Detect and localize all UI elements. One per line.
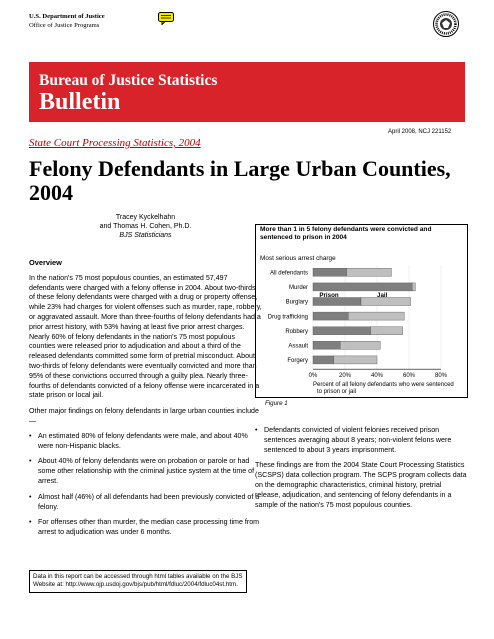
bar-jail <box>412 283 415 291</box>
authors-block <box>29 213 262 240</box>
bar-prison <box>313 312 348 320</box>
bar-prison <box>313 283 412 291</box>
bar-prison <box>313 356 334 364</box>
author-line-1: Tracey Kyckelhahn <box>115 214 176 221</box>
author-line-2: and Thomas H. Cohen, Ph.D. <box>99 223 192 230</box>
x-tick-label: 0% <box>308 373 318 380</box>
legend-prison: Prison <box>319 291 339 299</box>
author-role: BJS Statisticians <box>119 232 172 239</box>
banner-bulletin-title: Bulletin <box>39 89 121 115</box>
category-label: Drug trafficking <box>267 314 308 321</box>
stacked-bar-chart <box>256 252 465 398</box>
overview-paragraph-1: In the nation's 75 most populous counties, an estimated 57,497 defendants were charged with a felony offense in 2004. About two-thirds of these felony defendants were charged with a drug or property offense, while 23% had charges for violent offenses such as murder, rape, robbery, or aggravated assault. More than three-fourths of felony defendants had a prior arrest history, with 53% having at least five prior arrest charges. Nearly 60% of felony defendants in the nation's 75 most populous counties were released prior to adjudication and about a third of the released defendants committed some form of pretrial misconduct. About two-thirds of felony defendants were eventually convicted and more than 95% of these convictions occurred through a guilty plea. Nearly three-fourths of defendants convicted of a felony offense were incarcerated in a state prison or local jail. <box>29 273 262 400</box>
list-item: • Defendants convicted of violent felonies received prison sentences averaging about 8 years; non-violent felons were sentenced to about 3 years imprisonment. <box>255 426 452 454</box>
category-label: Burglary <box>285 299 308 306</box>
right-list <box>255 426 467 455</box>
bar-jail <box>340 341 380 349</box>
bullet-icon: • <box>29 431 32 440</box>
series-title-link[interactable]: State Court Processing Statistics, 2004 <box>29 137 201 149</box>
x-tick-label: 80% <box>434 373 448 380</box>
x-tick-label: 60% <box>402 373 416 380</box>
office-name: Office of Justice Programs <box>29 22 100 29</box>
right-column <box>255 426 467 516</box>
bar-prison <box>313 268 347 276</box>
bar-jail <box>347 268 392 276</box>
right-paragraph: These findings are from the 2004 State Court Processing Statistics (SCSPS) data collection program. The SCPS program collects data on the demographic characteristics, criminal history, pretrial release, adjudication, and sentencing of felony defendants in a sample of the nation's 75 most populous counties. <box>255 461 467 509</box>
data-access-note: Data in this report can be accessed through html tables available on the BJS Website at: http://www.ojp.usdoj.gov/bjs/pub/html/fdluc/2004/fdluc04st.htm. <box>29 570 247 593</box>
bullet-icon: • <box>29 457 32 466</box>
report-title: Felony Defendants in Large Urban Counties, 2004 <box>29 156 451 205</box>
x-tick-label: 40% <box>370 373 384 380</box>
x-tick-label: 20% <box>338 373 352 380</box>
x-axis-label: to prison or jail <box>317 389 357 396</box>
bullet-icon: • <box>29 518 32 527</box>
list-item: • For offenses other than murder, the median case processing time from arrest to adjudication was under 6 months. <box>29 518 260 537</box>
bar-jail <box>348 312 404 320</box>
chart-subtitle: Most serious arrest charge <box>260 255 336 262</box>
agency-header <box>29 12 105 30</box>
list-item: • Almost half (46%) of all defendants had been previously convicted of a felony. <box>29 492 260 511</box>
figure-caption: Figure 1 <box>265 400 288 407</box>
category-label: Robbery <box>285 328 308 335</box>
bullet-icon: • <box>255 426 258 434</box>
banner-agency-title: Bureau of Justice Statistics <box>39 72 218 89</box>
legend-jail: Jail <box>377 291 388 299</box>
bullet-icon: • <box>29 492 32 501</box>
overview-column <box>29 258 262 544</box>
overview-heading: Overview <box>29 258 62 267</box>
bar-prison <box>313 327 371 335</box>
category-label: All defendants <box>269 270 308 277</box>
category-label: Murder <box>288 285 308 292</box>
date-ncj: April 2008, NCJ 221152 <box>388 129 452 135</box>
figure-title: More than 1 in 5 felony defendants were convicted and sentenced to prison in 2004 <box>260 226 432 242</box>
bar-jail <box>371 327 403 335</box>
bar-prison <box>313 341 340 349</box>
doj-seal-icon <box>433 11 459 37</box>
bar-jail <box>334 356 377 364</box>
x-axis-label: Percent of all felony defendants who were sentenced <box>313 382 454 389</box>
list-item: • About 40% of felony defendants were on probation or parole or had some other relationship with the criminal justice system at the time of arrest. <box>29 457 255 485</box>
comment-note-icon[interactable] <box>158 12 174 25</box>
overview-paragraph-2: Other major findings on felony defendants in large urban counties include — <box>29 407 259 425</box>
category-label: Forgery <box>287 358 308 365</box>
findings-list <box>29 432 262 538</box>
bulletin-banner <box>29 62 465 122</box>
list-item: • An estimated 80% of felony defendants were male, and about 40% were non-Hispanic blacks. <box>29 431 248 450</box>
agency-name: U.S. Department of Justice <box>29 13 105 20</box>
category-label: Assault <box>288 343 308 350</box>
